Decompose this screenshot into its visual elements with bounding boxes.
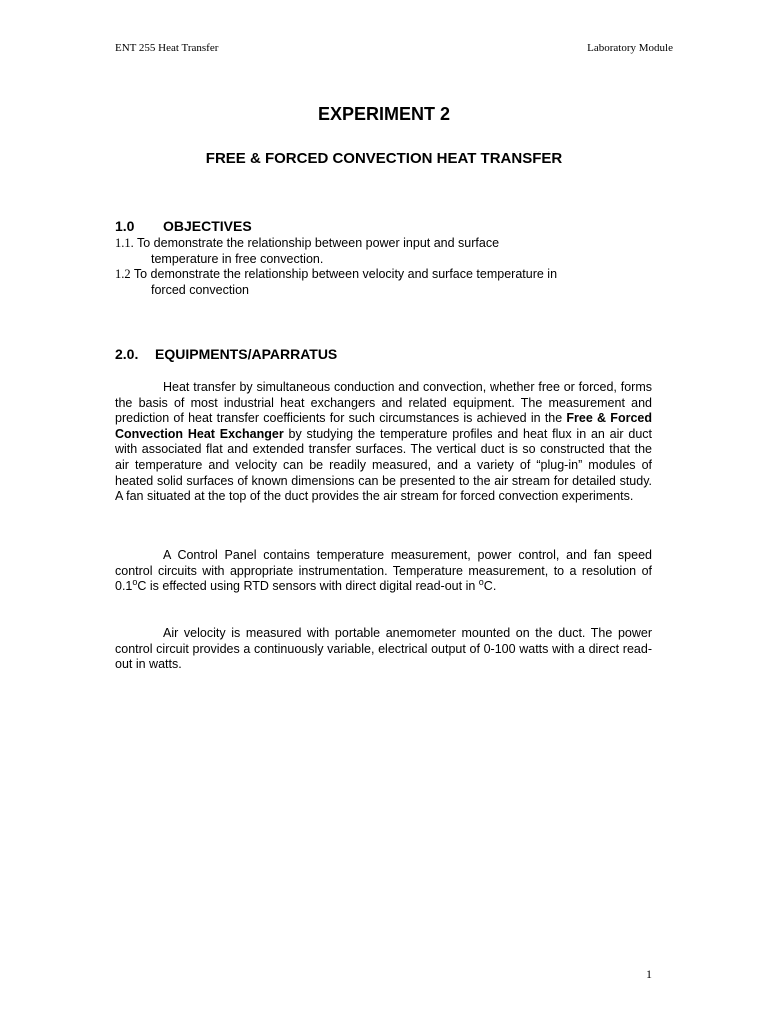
- objective-label: 1.2: [115, 267, 131, 281]
- header-course: ENT 255 Heat Transfer: [115, 42, 219, 54]
- paragraph-air-velocity: Air velocity is measured with portable anemometer mounted on the duct. The power control circuit provides a continuously variable, electrical output of 0-100 watts with a direct read-out in watts.: [115, 626, 652, 672]
- objective-line-2: forced convection: [151, 282, 249, 297]
- objective-label: 1.1.: [115, 236, 134, 250]
- objective-item: [115, 267, 652, 298]
- paragraph-bold-text: Free & Forced Convection Heat Exchanger: [115, 411, 652, 441]
- degree-superscript: o: [478, 577, 484, 588]
- section-title: EQUIPMENTS/APARRATUS: [155, 346, 338, 362]
- paragraph-text: Heat transfer by simultaneous conduction and convection, whether free or forced, forms the basis of most industrial heat exchangers and related equipment. The measurement and prediction of heat transfer coefficients for such circumstances is achieved in the: [115, 380, 652, 426]
- page-title: EXPERIMENT 2: [317, 104, 451, 124]
- paragraph-control-panel: [115, 548, 652, 595]
- page-number: 1: [646, 967, 652, 981]
- paragraph-text: A Control Panel contains temperature measurement, power control, and fan speed control circuits with appropriate instrumentation. Temperature measurement, to a resolution of 0.1: [115, 548, 652, 594]
- objective-line-2: temperature in free convection.: [151, 251, 324, 266]
- objective-item: [115, 236, 652, 267]
- degree-superscript: o: [132, 577, 138, 588]
- objective-line-1: To demonstrate the relationship between power input and surface: [137, 236, 500, 250]
- paragraph-text: C is effected using RTD sensors with direct digital read-out in: [137, 579, 479, 594]
- paragraph-text: C.: [483, 579, 497, 594]
- paragraph-text: by studying the temperature profiles and heat flux in an air duct with associated flat and extended transfer surfaces. The vertical duct is so constructed that the air temperature and velocity can be readily measured, and a variety of “plug-in” modules of heated solid surfaces of known dimensions can be presented to the air stream for detailed study. A fan situated at the top of the duct provides the air stream for forced convection experiments.: [115, 426, 652, 504]
- header-module: Laboratory Module: [587, 42, 673, 54]
- page-subtitle: FREE & FORCED CONVECTION HEAT TRANSFER: [205, 150, 563, 167]
- section-heading-objectives: [115, 218, 252, 234]
- objective-line-1: To demonstrate the relationship between velocity and surface temperature in: [133, 267, 558, 281]
- paragraph-heat-transfer: [115, 380, 652, 505]
- section-heading-equipment: [115, 346, 337, 362]
- section-number: 2.0.: [115, 346, 139, 362]
- section-number: 1.0: [115, 218, 135, 234]
- section-title: OBJECTIVES: [163, 218, 252, 234]
